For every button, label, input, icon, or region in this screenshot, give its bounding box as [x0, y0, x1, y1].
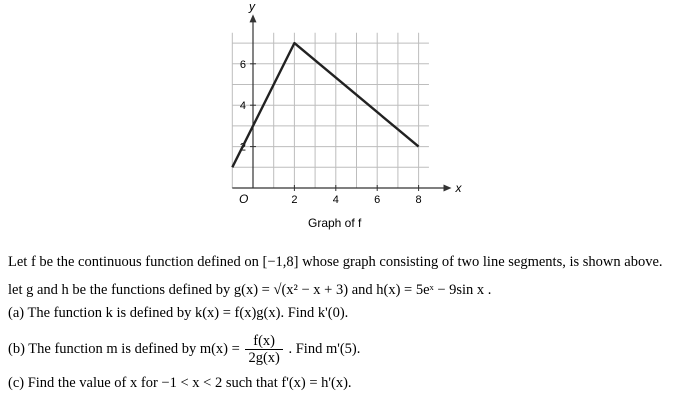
m-fraction: [245, 333, 282, 366]
y-axis-arrow: [250, 14, 257, 22]
y-tick-label: 4: [239, 100, 246, 113]
problem-intro-line: Let f be the continuous function defined on [−1,8] whose graph consisting of two line segments, is shown above.: [8, 254, 663, 270]
part-c-line: (c) Find the value of x for −1 < x < 2 such that f'(x) = h'(x).: [8, 375, 352, 391]
part-a-line: (a) The function k is defined by k(x) = f(x)g(x). Find k'(0).: [8, 305, 349, 321]
functions-g-definition: let g and h be the functions defined by g(x) = √(x² − x + 3): [8, 282, 349, 298]
y-tick-label: 6: [239, 58, 246, 71]
m-fraction-denominator: 2g(x): [248, 350, 280, 366]
part-b-suffix: . Find m'(5).: [288, 340, 361, 357]
x-axis-arrow: [444, 185, 452, 192]
x-axis-label: x: [455, 181, 462, 195]
functions-h-definition: and h(x) = 5eˣ − 9sin x .: [351, 282, 492, 298]
m-fraction-numerator: f(x): [245, 333, 282, 350]
x-tick-label: 2: [291, 194, 298, 206]
origin-label: O: [239, 192, 249, 206]
y-tick-label: 2: [239, 141, 246, 154]
x-tick-label: 4: [332, 194, 339, 206]
problem-functions-line: [8, 281, 491, 299]
part-b-prefix: (b) The function m is defined by m(x) =: [8, 340, 240, 357]
part-b-line: [8, 333, 360, 366]
x-tick-label: 6: [374, 194, 381, 206]
graph-caption: Graph of f: [308, 216, 362, 230]
x-tick-label: 8: [415, 194, 422, 206]
y-axis-label: y: [249, 0, 255, 14]
